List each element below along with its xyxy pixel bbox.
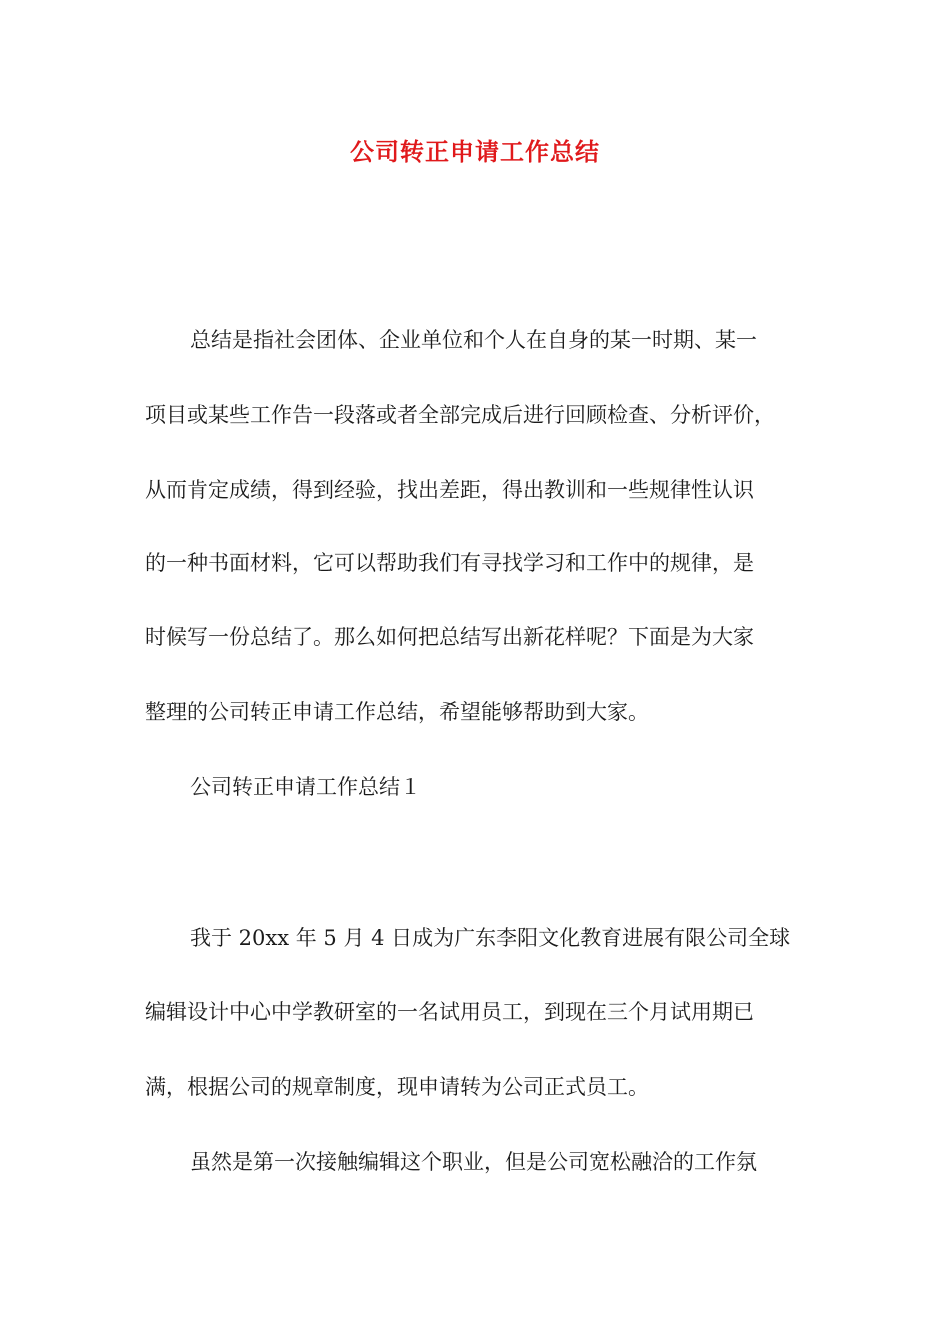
intro-line: 整理的公司转正申请工作总结，希望能够帮助到大家。 [145,700,649,724]
intro-line: 总结是指社会团体、企业单位和个人在自身的某一时期、某一 [190,328,757,352]
paragraph-line: 我于 20xx 年 5 月 4 日成为广东李阳文化教育进展有限公司全球 [190,926,791,950]
paragraph-line: 虽然是第一次接触编辑这个职业，但是公司宽松融洽的工作氛 [190,1150,757,1174]
intro-line: 项目或某些工作告一段落或者全部完成后进行回顾检查、分析评价， [145,403,775,427]
intro-line: 时候写一份总结了。那么如何把总结写出新花样呢？下面是为大家 [145,625,754,649]
section-heading: 公司转正申请工作总结１ [190,775,421,799]
paragraph-line: 满，根据公司的规章制度，现申请转为公司正式员工。 [145,1075,649,1099]
intro-line: 从而肯定成绩，得到经验，找出差距，得出教训和一些规律性认识 [145,478,754,502]
document-title: 公司转正申请工作总结 [350,138,600,166]
intro-line: 的一种书面材料，它可以帮助我们有寻找学习和工作中的规律，是 [145,551,754,575]
paragraph-line: 编辑设计中心中学教研室的一名试用员工，到现在三个月试用期已 [145,1000,754,1024]
